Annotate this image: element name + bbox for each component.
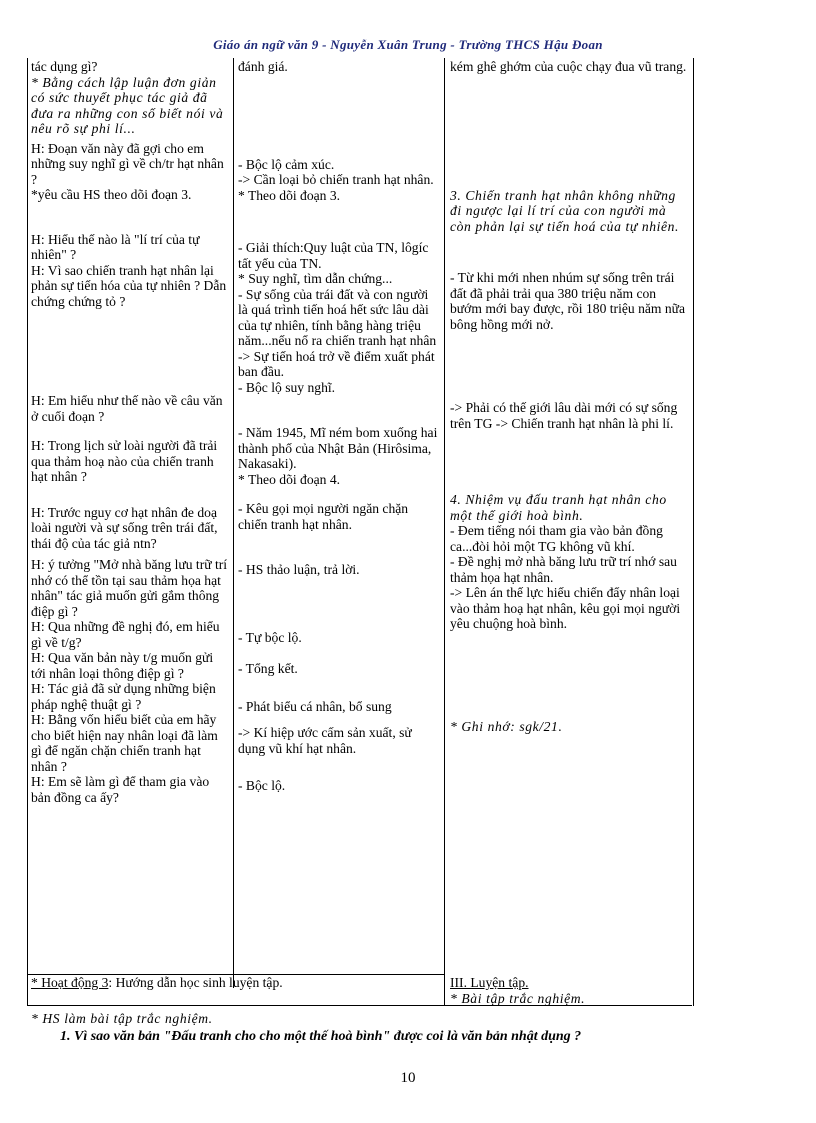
text-line: - Năm 1945, Mĩ ném bom xuống hai thành phố của Nhật Bản (Hirôsima, Nakasaki). bbox=[238, 425, 438, 471]
text-line: -> Phải có thế giới lâu dài mới có sự sống trên TG -> Chiến tranh hạt nhân là phi lí. bbox=[450, 400, 678, 431]
text-line: -> Lên án thế lực hiếu chiến đẩy nhân loại vào thảm hoạ hạt nhân, kêu gọi mọi người yêu chuộng hoà bình. bbox=[450, 585, 681, 631]
text-line: * Suy nghĩ, tìm dẫn chứng... bbox=[238, 271, 393, 286]
text-line: - Kêu gọi mọi người ngăn chặn chiến tranh hạt nhân. bbox=[238, 501, 409, 532]
practice-section bbox=[450, 975, 688, 1006]
text-line: -> Kí hiệp ước cấm sản xuất, sử dụng vũ khí hạt nhân. bbox=[238, 725, 412, 756]
question: H: ý tưởng "Mở nhà băng lưu trữ trí nhớ có thể tồn tại sau thảm họa hạt nhân" tác giả muốn gửi gắm thông điệp gì ? bbox=[31, 557, 228, 619]
column-divider-2 bbox=[444, 58, 445, 1006]
exercise-label: * Bài tập trắc nghiệm. bbox=[450, 990, 586, 1006]
page-header: Giáo án ngữ văn 9 - Nguyễn Xuân Trung - Trường THCS Hậu Đoan bbox=[213, 37, 603, 52]
text-line: đánh giá. bbox=[238, 59, 288, 74]
text-line: - Từ khi mới nhen nhúm sự sống trên trái đất đã phải trải qua 380 triệu năm con bướm mới bay được, rồi 180 triệu năm nữa bông hồng mới nở. bbox=[450, 270, 686, 332]
question: H: Trong lịch sử loài người đã trải qua thảm hoạ nào của chiến tranh hạt nhân ? bbox=[31, 438, 218, 484]
summary-note: * Ghi nhớ: sgk/21. bbox=[450, 718, 563, 734]
text-line: *yêu cầu HS theo dõi đoạn 3. bbox=[31, 187, 192, 202]
text-line: tác dụng gì? bbox=[31, 59, 98, 74]
student-column bbox=[238, 59, 440, 794]
section-heading: 4. Nhiệm vụ đấu tranh hạt nhân cho một thế giới hoà bình. bbox=[450, 492, 667, 523]
text-line: - Bộc lộ. bbox=[238, 778, 286, 793]
hs-note: * HS làm bài tập trắc nghiệm. bbox=[31, 1011, 213, 1026]
question: H: Em sẽ làm gì để tham gia vào bản đồng ca ấy? bbox=[31, 774, 210, 805]
teacher-column bbox=[31, 59, 229, 805]
activity-label bbox=[31, 975, 431, 991]
text-line: - Tự bộc lộ. bbox=[238, 629, 302, 645]
text-line: kém ghê ghớm của cuộc chạy đua vũ trang. bbox=[450, 59, 687, 74]
activity-text: : Hướng dẫn học sinh luyện tập. bbox=[108, 975, 283, 990]
text-line: - Phát biểu cá nhân, bổ sung bbox=[238, 698, 392, 714]
text-line: -> Cần loại bỏ chiến tranh hạt nhân. bbox=[238, 172, 434, 187]
section-heading: 3. Chiến tranh hạt nhân không những đi ngược lại lí trí của con người mà còn phản lại sự tiến hoá của tự nhiên. bbox=[450, 187, 680, 234]
question: H: Vì sao chiến tranh hạt nhân lại phản sự tiến hóa của tự nhiên ? Dẫn chứng chứng tỏ ? bbox=[31, 262, 227, 309]
text-line: - HS thảo luận, trả lời. bbox=[238, 562, 360, 577]
text-line: - Tổng kết. bbox=[238, 661, 298, 676]
column-divider-1 bbox=[233, 58, 234, 988]
question: H: Tác giả đã sử dụng những biện pháp nghệ thuật gì ? bbox=[31, 681, 216, 712]
question: H: Đoạn văn này đã gợi cho em những suy nghĩ gì về ch/tr hạt nhân ? bbox=[31, 140, 224, 187]
question: H: Qua văn bản này t/g muốn gửi tới nhân loại thông điệp gì ? bbox=[31, 650, 214, 681]
page-number: 10 bbox=[400, 1070, 416, 1086]
text-line: * Bằng cách lập luận đơn giản có sức thuyết phục tác giả đã đưa ra những con số biết nói và nêu rõ sự phi lí... bbox=[31, 74, 224, 136]
question: H: Bằng vốn hiểu biết của em hãy cho biết hiện nay nhân loại đã làm gì để ngăn chặn chiến tranh hạt nhân ? bbox=[31, 712, 218, 774]
text-line: - Bộc lộ cảm xúc. bbox=[238, 156, 335, 172]
question: H: Em hiểu như thế nào về câu văn ở cuối đoạn ? bbox=[31, 393, 223, 424]
text-line: - Bộc lộ suy nghĩ. bbox=[238, 379, 336, 395]
text-line: - Đề nghị mở nhà băng lưu trữ trí nhớ sau thảm họa hạt nhân. bbox=[450, 554, 677, 585]
section-title: III. Luyện tập. bbox=[450, 975, 529, 990]
question: H: Trước nguy cơ hạt nhân đe doạ loài người và sự sống trên trái đất, thái độ của tác giả ntn? bbox=[31, 504, 218, 551]
text-line: * Theo dõi đoạn 4. bbox=[238, 471, 341, 487]
question-1: 1. Vì sao văn bản "Đấu tranh cho cho một thế hoà bình" được coi là văn bản nhật dụng ? bbox=[60, 1029, 582, 1044]
text-line: - Sự sống của trái đất và con người là quá trình tiến hoá hết sức lâu dài của tự nhiên, tính bằng hàng triệu năm...nếu nổ ra chiến tranh hạt nhân -> Sự tiến hoá trở về điểm xuất phát ban đầu. bbox=[238, 286, 437, 379]
question: H: Qua những đề nghị đó, em hiểu gì về t/g? bbox=[31, 619, 220, 650]
text-line: - Giải thích:Quy luật của TN, lôgíc tất yếu của TN. bbox=[238, 240, 429, 271]
text-line: * Theo dõi đoạn 3. bbox=[238, 187, 341, 203]
text-line: - Đem tiếng nói tham gia vào bản đồng ca...đòi hỏi một TG không vũ khí. bbox=[450, 523, 663, 554]
content-column bbox=[450, 59, 688, 734]
activity-title: * Hoạt động 3 bbox=[31, 975, 109, 990]
question: H: Hiểu thế nào là "lí trí của tự nhiên" ? bbox=[31, 231, 200, 262]
